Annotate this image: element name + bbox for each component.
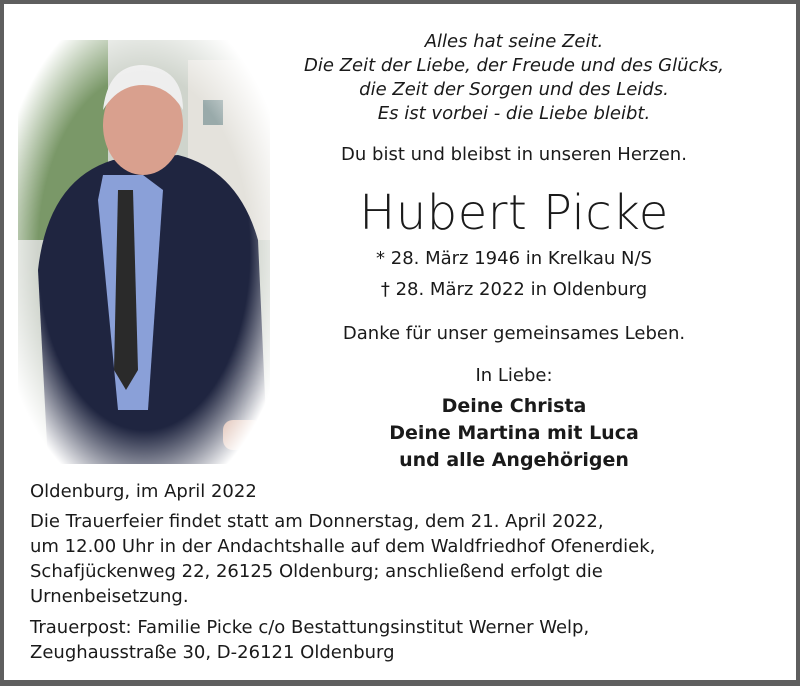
thanks-line: Danke für unser gemeinsames Leben. [342,323,686,344]
funeral-line: Urnenbeisetzung. [30,586,189,607]
mail-address [30,615,589,665]
funeral-info [30,509,655,609]
motto: Du bist und bleibst in unseren Herzen. [341,144,687,165]
in-love-label: In Liebe: [475,365,553,386]
mourner: und alle Angehörigen [399,449,629,471]
birth-info: * 28. März 1946 in Krelkau N/S [376,248,652,269]
mail-line: Zeughausstraße 30, D-26121 Oldenburg [30,642,395,663]
poem-line: Die Zeit der Liebe, der Freude und des Glücks, [304,55,724,76]
funeral-line: Die Trauerfeier findet statt am Donnerstag, dem 21. April 2022, [30,511,604,532]
deceased-name: Hubert Picke [359,185,669,241]
mourners [272,393,756,474]
mail-line: Trauerpost: Familie Picke c/o Bestattungsinstitut Werner Welp, [30,617,590,638]
place-date: Oldenburg, im April 2022 [30,481,257,502]
death-info: † 28. März 2022 in Oldenburg [380,279,648,300]
mourner: Deine Martina mit Luca [389,422,639,444]
funeral-line: um 12.00 Uhr in der Andachtshalle auf dem Waldfriedhof Ofenerdiek, [30,536,656,557]
portrait-photo [18,40,270,464]
poem-line: Es ist vorbei - die Liebe bleibt. [377,103,651,124]
poem-line: die Zeit der Sorgen und des Leids. [359,79,669,100]
funeral-line: Schafjückenweg 22, 26125 Oldenburg; anschließend erfolgt die [30,561,603,582]
obituary-notice [4,4,796,680]
mourner: Deine Christa [441,395,587,417]
poem-line: Alles hat seine Zeit. [424,31,604,52]
poem [272,30,756,126]
